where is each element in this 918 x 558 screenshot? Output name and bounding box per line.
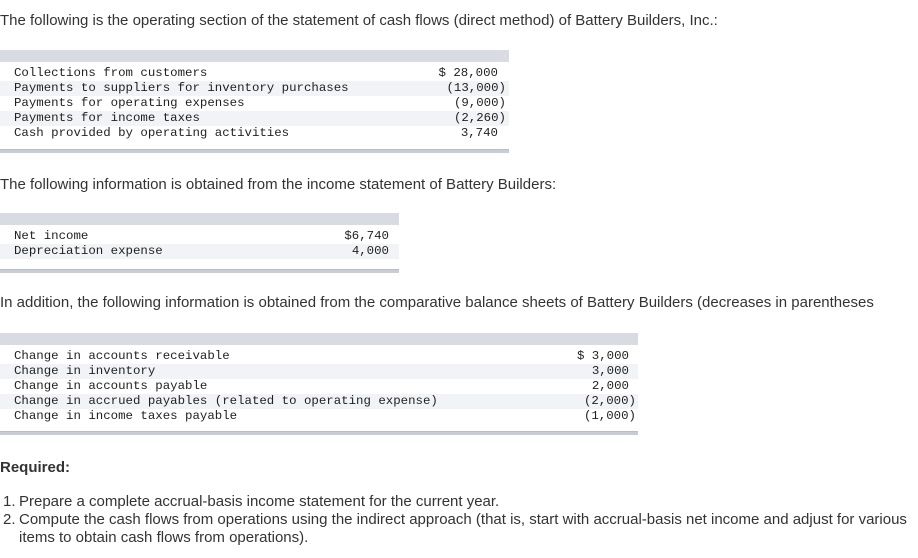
- row-value: (9,000): [453, 96, 506, 110]
- row-label: Payments for operating expenses: [14, 96, 245, 110]
- balance-change-table: [0, 333, 638, 435]
- row-value: 3,740: [460, 126, 498, 140]
- row-label: Cash provided by operating activities: [14, 126, 290, 140]
- item-number: 2.: [3, 511, 16, 528]
- required-heading: Required:: [0, 459, 71, 476]
- income-paragraph: The following information is obtained from the income statement of Battery Builders:: [0, 176, 557, 193]
- table-header-bar: [0, 333, 638, 345]
- row-value: (2,000): [583, 394, 636, 408]
- table-row: [0, 66, 509, 81]
- table-row: [0, 244, 399, 259]
- row-value: 3,000: [591, 364, 629, 378]
- row-value: $ 3,000: [576, 349, 629, 363]
- required-list: [0, 493, 918, 547]
- table-header-bar: [0, 213, 399, 225]
- row-value: (2,260): [453, 111, 506, 125]
- table-header-bar: [0, 50, 509, 62]
- row-value: $6,740: [344, 229, 389, 243]
- table-row: [0, 229, 399, 244]
- table-footer-bar: [0, 149, 509, 153]
- table-row: [0, 364, 638, 379]
- table-row: [0, 111, 509, 126]
- table-row: [0, 379, 638, 394]
- table-row: [0, 126, 509, 141]
- item-text: Prepare a complete accrual-basis income statement for the current year.: [19, 493, 500, 510]
- row-label: Change in inventory: [14, 364, 156, 378]
- table-row: [0, 409, 638, 424]
- table-row: [0, 96, 509, 111]
- row-label: Change in accounts payable: [14, 379, 208, 393]
- row-label: Net income: [14, 229, 89, 243]
- table-footer-bar: [0, 431, 638, 435]
- cash-flow-table: [0, 50, 509, 153]
- list-item: [0, 493, 918, 511]
- row-label: Payments to suppliers for inventory purchases: [14, 81, 349, 95]
- table-footer-bar: [0, 269, 399, 273]
- intro-paragraph: The following is the operating section of the statement of cash flows (direct method) of Battery Builders, Inc.:: [0, 12, 718, 29]
- balance-paragraph: In addition, the following information is obtained from the comparative balance sheets of Battery Builders (decreases in parentheses: [0, 294, 874, 311]
- row-label: Depreciation expense: [14, 244, 163, 258]
- row-label: Collections from customers: [14, 66, 208, 80]
- item-text: Compute the cash flows from operations using the indirect approach (that is, start with accrual-basis net income and adjust for various items to obtain cash flows from operations).: [19, 511, 907, 546]
- list-item: [0, 511, 918, 547]
- table-row: [0, 394, 638, 409]
- income-table: [0, 213, 399, 273]
- row-value: (1,000): [583, 409, 636, 423]
- row-label: Payments for income taxes: [14, 111, 200, 125]
- row-value: 4,000: [351, 244, 389, 258]
- row-value: 2,000: [591, 379, 629, 393]
- row-label: Change in income taxes payable: [14, 409, 238, 423]
- row-label: Change in accrued payables (related to operating expense): [14, 394, 438, 408]
- item-number: 1.: [3, 493, 16, 510]
- table-row: [0, 81, 509, 96]
- table-row: [0, 349, 638, 364]
- row-value: (13,000): [446, 81, 506, 95]
- row-value: $ 28,000: [438, 66, 498, 80]
- row-label: Change in accounts receivable: [14, 349, 230, 363]
